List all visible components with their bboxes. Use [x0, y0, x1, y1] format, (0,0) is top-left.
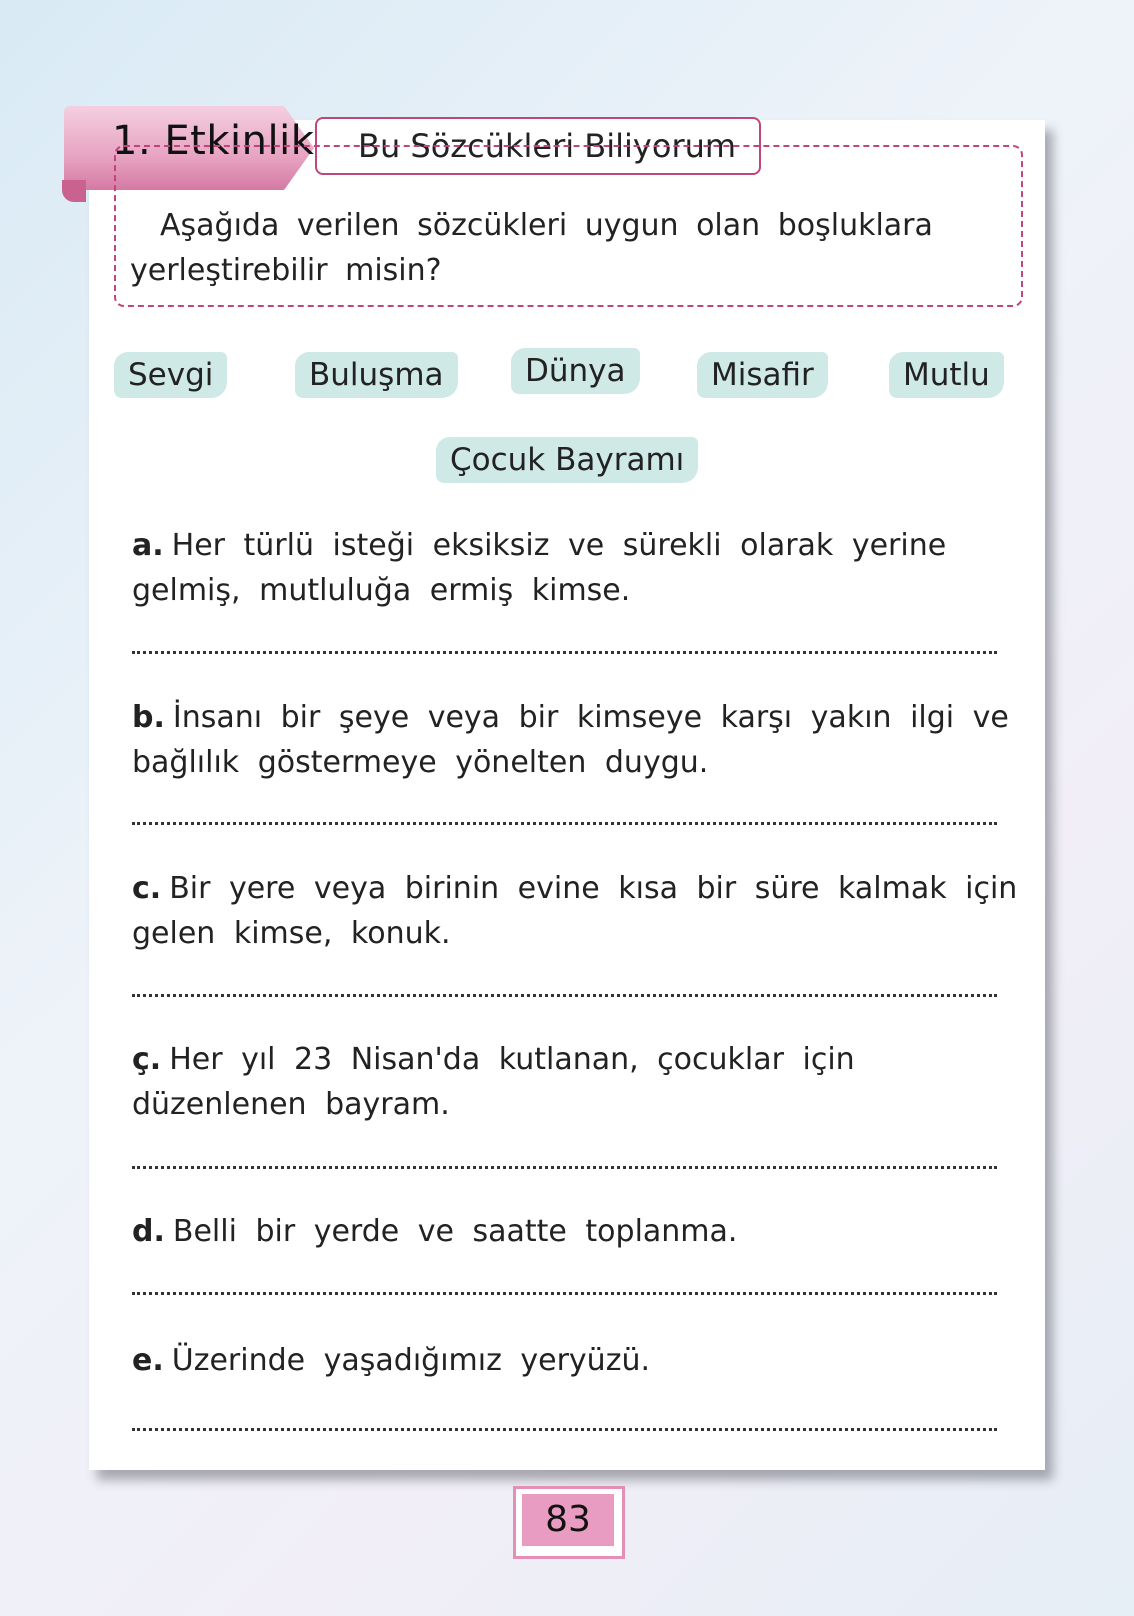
question-letter: b. — [132, 700, 165, 735]
answer-line-d[interactable] — [132, 1292, 997, 1295]
answer-line-e[interactable] — [132, 1428, 997, 1431]
word-chip: Mutlu — [889, 352, 1004, 398]
page-number: 83 — [522, 1494, 614, 1546]
word-chip: Sevgi — [114, 352, 227, 398]
word-chip: Misafir — [697, 352, 828, 398]
question-c — [132, 866, 1018, 956]
question-letter: ç. — [132, 1042, 162, 1077]
activity-title: Bu Sözcükleri Biliyorum — [358, 127, 737, 165]
question-letter: d. — [132, 1214, 165, 1249]
answer-line-b[interactable] — [132, 822, 997, 825]
question-text: Her yıl 23 Nisan'da kutlanan, çocuklar için düzenlenen bayram. — [132, 1042, 855, 1122]
instruction-text: Aşağıda verilen sözcükleri uygun olan boşluklara yerleştirebilir misin? — [130, 208, 933, 288]
answer-line-c[interactable] — [132, 994, 997, 997]
question-letter: e. — [132, 1343, 164, 1378]
question-text: Her türlü isteği eksiksiz ve sürekli olarak yerine gelmiş, mutluluğa ermiş kimse. — [132, 528, 947, 608]
banner-curl — [62, 180, 86, 202]
word-chip: Çocuk Bayramı — [436, 437, 698, 483]
word-chip: Dünya — [511, 348, 640, 394]
question-text: Belli bir yerde ve saatte toplanma. — [172, 1214, 738, 1249]
question-e — [132, 1338, 1018, 1383]
answer-line-a[interactable] — [132, 651, 997, 654]
activity-label: 1. Etkinlik — [112, 118, 315, 164]
worksheet-page — [89, 120, 1045, 1470]
question-text: Üzerinde yaşadığımız yeryüzü. — [171, 1343, 650, 1378]
question-d — [132, 1209, 1018, 1254]
question-b — [132, 695, 1018, 785]
question-letter: c. — [132, 871, 162, 906]
word-chip: Buluşma — [295, 352, 458, 398]
answer-line-cedilla[interactable] — [132, 1166, 997, 1169]
question-cedilla — [132, 1037, 1018, 1127]
question-letter: a. — [132, 528, 164, 563]
question-text: Bir yere veya birinin evine kısa bir süre kalmak için gelen kimse, konuk. — [132, 871, 1018, 951]
question-text: İnsanı bir şeye veya bir kimseye karşı yakın ilgi ve bağlılık göstermeye yönelten duygu. — [132, 700, 1009, 780]
question-a — [132, 523, 1018, 613]
